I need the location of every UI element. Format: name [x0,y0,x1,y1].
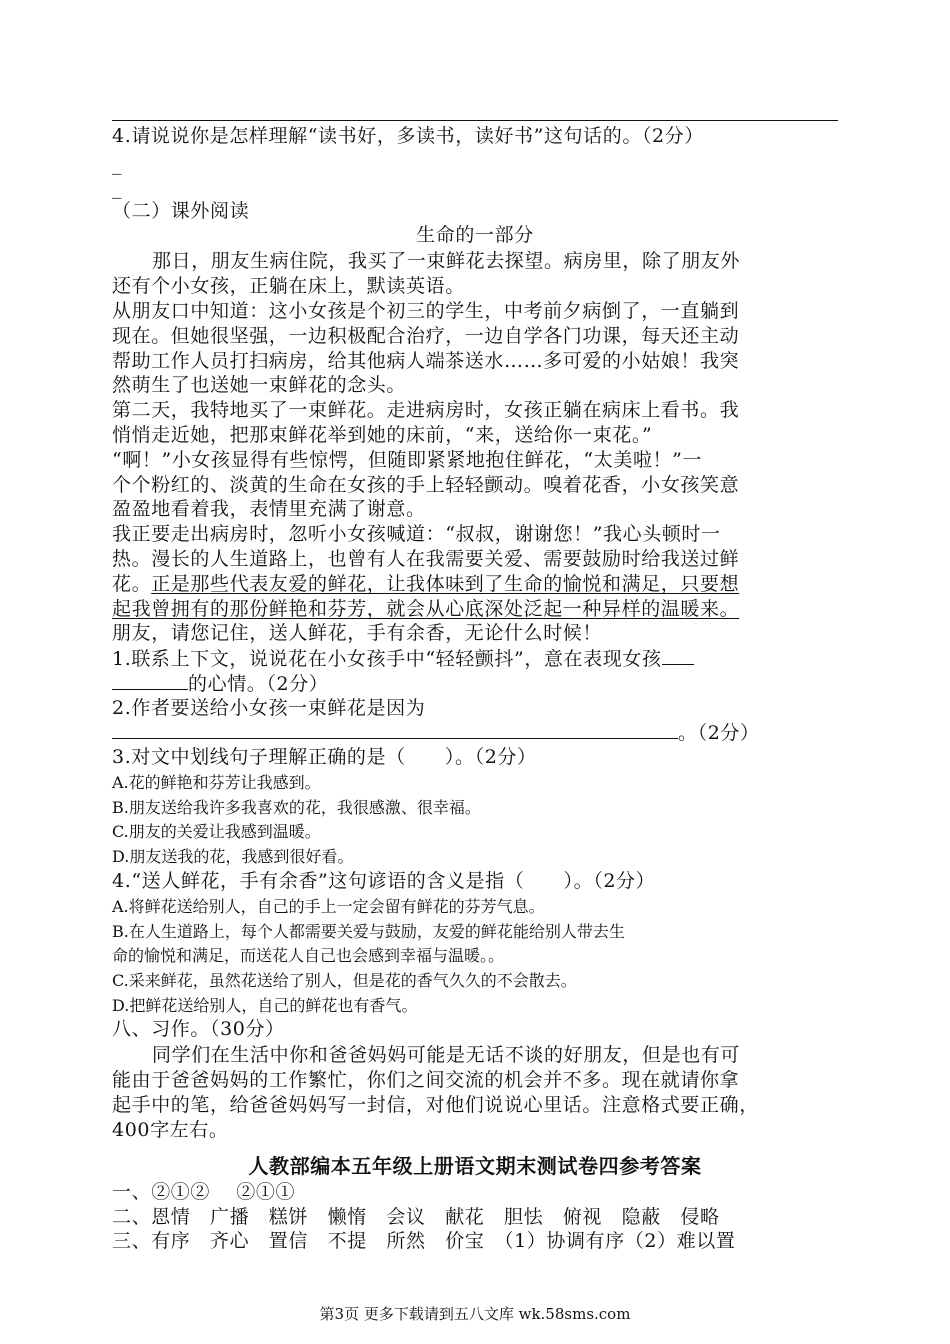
answers-line: 二、恩情 广播 糕饼 懒惰 会议 献花 胆怯 俯视 隐蔽 侵略 [112,1206,720,1228]
article-text: 花。 [112,573,152,595]
article-title: 生命的一部分 [416,224,534,246]
article-line: 现在。但她很坚强，一边积极配合治疗，一边自学各门功课，每天还主动 [112,325,740,347]
question-3: 3.对文中划线句子理解正确的是（ ）。（2分） [112,746,537,768]
question-2: 2.作者要送给小女孩一束鲜花是因为 [112,697,426,719]
question-4: 4.“送人鲜花，手有余香”这句谚语的含义是指（ ）。（2分） [112,870,656,892]
article-line: 个个粉红的、淡黄的生命在女孩的手上轻轻颤动。嗅着花香，小女孩笑意 [112,474,740,496]
question-text: 的心情。（2分） [188,673,329,695]
underlined-sentence: 起我曾拥有的那份鲜艳和芬芳，就会从心底深处泛起一种异样的温暖来。 [112,598,740,620]
question-4-reading: 4.请说说你是怎样理解“读书好，多读书，读好书”这句话的。（2分） [112,125,704,147]
article-line: 帮助工作人员打扫病房，给其他病人端茶送水……多可爱的小姑娘！我突 [112,350,740,372]
writing-line: 同学们在生活中你和爸爸妈妈可能是无话不谈的好朋友，但是也有可 [152,1044,741,1066]
option-b-cont: 命的愉悦和满足，而送花人自己也会感到幸福与温暖。。 [112,946,505,965]
answer-dash: _ [112,177,123,199]
option-a: A.将鲜花送给别人，自己的手上一定会留有鲜花的芬芳气息。 [112,897,545,916]
answer-line [112,120,838,121]
article-line: 那日，朋友生病住院，我买了一束鲜花去探望。病房里，除了朋友外 [152,250,741,272]
answer-dash: _ [112,153,123,175]
option-d: D.朋友送我的花，我感到很好看。 [112,847,354,866]
option-c: C.朋友的关爱让我感到温暖。 [112,822,321,841]
option-b: B.在人生道路上，每个人都需要关爱与鼓励，友爱的鲜花能给别人带去生 [112,922,625,941]
article-line: 悄悄走近她，把那束鲜花举到她的床前，“来，送给你一束花。” [112,424,653,446]
article-line: 第二天，我特地买了一束鲜花。走进病房时，女孩正躺在病床上看书。我 [112,399,740,421]
article-line: 盈盈地看着我，表情里充满了谢意。 [112,498,426,520]
article-line: 我正要走出病房时，忽听小女孩喊道：“叔叔，谢谢您！”我心头顿时一 [112,523,721,545]
underlined-sentence: 正是那些代表友爱的鲜花，让我体味到了生命的愉悦和满足，只要想 [151,573,740,595]
writing-heading: 八、习作。（30分） [112,1018,285,1040]
question-2-cont [112,720,842,745]
fill-blank [112,720,678,739]
answers-title: 人教部编本五年级上册语文期末测试卷四参考答案 [248,1154,702,1178]
question-text: 1.联系上下文，说说花在小女孩手中“轻轻颤抖”，意在表现女孩 [112,648,662,670]
article-line: 朋友，请您记住，送人鲜花，手有余香，无论什么时候！ [112,622,603,644]
option-a: A.花的鲜艳和芬芳让我感到。 [112,773,321,792]
article-line [112,572,842,596]
option-c: C.采来鲜花，虽然花送给了别人，但是花的香气久久的不会散去。 [112,971,577,990]
option-d: D.把鲜花送给别人，自己的鲜花也有香气。 [112,996,418,1015]
answers-line: 一、②①② ②①① [112,1181,296,1203]
question-1 [112,646,842,671]
section-heading: （二）课外阅读 [112,200,250,222]
writing-line: 能由于爸爸妈妈的工作繁忙，你们之间交流的机会并不多。现在就请你拿 [112,1069,740,1091]
fill-blank [112,671,188,690]
article-line: 从朋友口中知道：这小女孩是个初三的学生，中考前夕病倒了，一直躺到 [112,300,740,322]
question-text: 。（2分） [678,722,760,744]
article-line: “啊！”小女孩显得有些惊愕，但随即紧紧地抱住鲜花，“太美啦！”一 [112,449,703,471]
question-1-cont [112,671,842,696]
writing-line: 400字左右。 [112,1119,229,1141]
article-line: 还有个小女孩，正躺在床上，默读英语。 [112,275,465,297]
article-line: 热。漫长的人生道路上，也曾有人在我需要关爱、需要鼓励时给我送过鲜 [112,548,740,570]
answers-line: 三、有序 齐心 置信 不提 所然 价宝 （1）协调有序（2）难以置 [112,1230,736,1252]
article-line: 然萌生了也送她一束鲜花的念头。 [112,374,407,396]
fill-blank [662,646,694,665]
option-b: B.朋友送给我许多我喜欢的花，我很感激、很幸福。 [112,798,481,817]
writing-line: 起手中的笔，给爸爸妈妈写一封信，对他们说说心里话。注意格式要正确， [112,1094,759,1116]
page-footer: 第3页 更多下载请到五八文库 wk.58sms.com [319,1305,631,1323]
